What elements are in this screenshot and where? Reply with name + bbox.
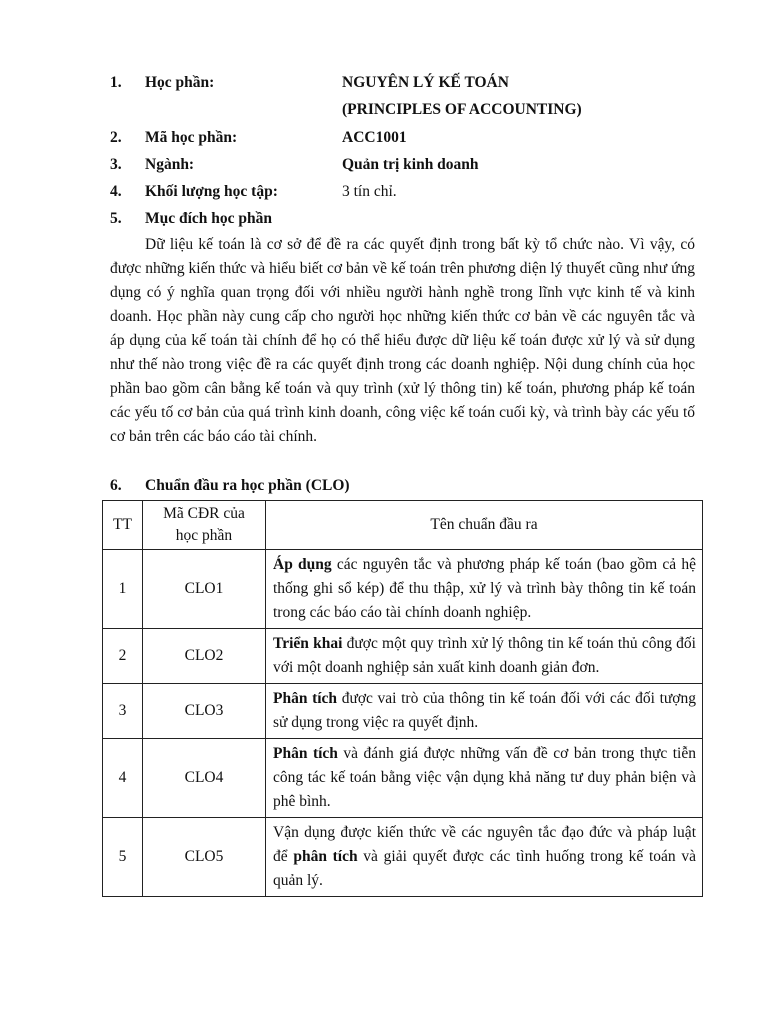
table-row xyxy=(103,684,703,739)
clo-description xyxy=(266,629,703,684)
major-label: Ngành: xyxy=(145,156,195,173)
row-number: 1 xyxy=(103,550,143,629)
table-row xyxy=(103,818,703,897)
item-number: 6. xyxy=(110,477,122,494)
row-number: 3 xyxy=(103,684,143,739)
course-name: NGUYÊN LÝ KẾ TOÁN xyxy=(342,74,509,91)
clo-table xyxy=(102,500,703,897)
header-code xyxy=(143,501,266,550)
clo-code: CLO3 xyxy=(143,684,266,739)
course-label: Học phần: xyxy=(145,74,215,91)
purpose-paragraph: Dữ liệu kế toán là cơ sở để đề ra các quyết định trong bất kỳ tổ chức nào. Vì vậy, có được những kiến thức và hiểu biết cơ bản về kế toán trên phương diện lý thuyết cũng như ứng dụng có ý nghĩa quan trọng đối với nhiều người hành nghề trong lĩnh vực kinh tế và kinh doanh. Học phần này cung cấp cho người học những kiến thức cơ bản về các nguyên tắc và áp dụng của kế toán tài chính để họ có thể hiểu được dữ liệu kế toán được xử lý và sử dụng như thế nào trong việc đề ra các quyết định trong các doanh nghiệp. Nội dung chính của học phần bao gồm cân bằng kế toán và quy trình (xử lý thông tin) kế toán, phương pháp kế toán các yếu tố cơ bản của quá trình kinh doanh, công việc kế toán cuối kỳ, và trình bày các yếu tố cơ bản trên các báo cáo tài chính. xyxy=(110,236,695,445)
clo-heading-label: Chuẩn đầu ra học phần (CLO) xyxy=(145,477,350,494)
item-number: 3. xyxy=(110,156,122,173)
row-number: 5 xyxy=(103,818,143,897)
header-name: Tên chuẩn đầu ra xyxy=(266,501,703,550)
credits-value: 3 tín chỉ. xyxy=(342,183,397,200)
clo-code: CLO5 xyxy=(143,818,266,897)
major-value: Quản trị kinh doanh xyxy=(342,156,479,173)
purpose-heading: Mục đích học phần xyxy=(145,210,273,227)
clo-description xyxy=(266,684,703,739)
clo-code: CLO4 xyxy=(143,739,266,818)
table-row xyxy=(103,550,703,629)
clo-description xyxy=(266,739,703,818)
course-code: ACC1001 xyxy=(342,129,407,146)
clo-keyword: Triển khai xyxy=(273,635,343,652)
clo-keyword: Áp dụng xyxy=(273,556,332,573)
header-tt: TT xyxy=(103,501,143,550)
clo-description xyxy=(266,818,703,897)
table-header-row xyxy=(103,501,703,550)
clo-code: CLO2 xyxy=(143,629,266,684)
clo-text: và giải quyết được các tình huống trong kế toán và quản lý. xyxy=(273,848,696,889)
header-code-line2: học phần xyxy=(175,527,233,544)
clo-text: được vai trò của thông tin kế toán đối với các đối tượng sử dụng trong việc ra quyết định. xyxy=(273,690,696,731)
course-name-english: (PRINCIPLES OF ACCOUNTING) xyxy=(342,101,582,118)
clo-text-pre: Vận dụng được kiến thức về các nguyên tắc đạo đức và pháp luật để xyxy=(273,824,696,865)
clo-keyword: phân tích xyxy=(293,848,358,865)
clo-text: các nguyên tắc và phương pháp kế toán (bao gồm cả hệ thống ghi sổ kép) để thu thập, xử lý và trình bày thông tin kế toán trong các báo cáo tài chính doanh nghiệp. xyxy=(273,556,696,621)
credits-label: Khối lượng học tập: xyxy=(145,183,278,200)
item-number: 2. xyxy=(110,129,122,146)
course-code-label: Mã học phần: xyxy=(145,129,238,146)
row-number: 4 xyxy=(103,739,143,818)
table-row xyxy=(103,629,703,684)
item-number: 4. xyxy=(110,183,122,200)
clo-text: và đánh giá được những vấn đề cơ bản trong thực tiễn công tác kế toán bằng việc vận dụng khả năng tư duy phản biện và phê bình. xyxy=(273,745,696,810)
clo-text: được một quy trình xử lý thông tin kế toán thủ công đối với một doanh nghiệp sản xuất kinh doanh giản đơn. xyxy=(273,635,696,676)
header-code-line1: Mã CĐR của xyxy=(163,505,245,522)
clo-code: CLO1 xyxy=(143,550,266,629)
item-number: 5. xyxy=(110,210,122,227)
table-row xyxy=(103,739,703,818)
clo-keyword: Phân tích xyxy=(273,690,338,707)
item-number: 1. xyxy=(110,74,122,91)
row-number: 2 xyxy=(103,629,143,684)
clo-keyword: Phân tích xyxy=(273,745,338,762)
clo-description xyxy=(266,550,703,629)
